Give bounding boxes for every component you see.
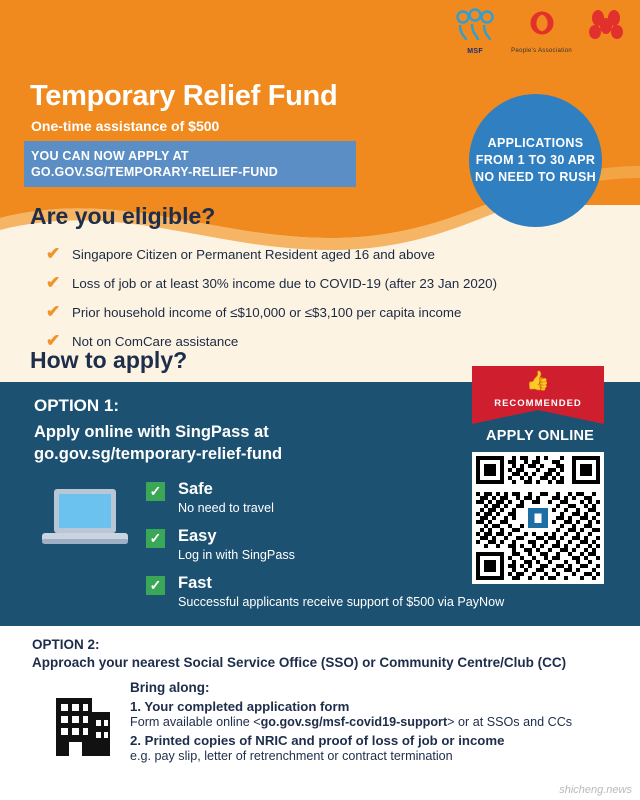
option2-sub: Approach your nearest Social Service Office (SSO) or Community Centre/Club (CC) [32,655,567,670]
msf-logo-label: MSF [467,48,483,55]
logo-group [453,8,626,55]
page-title: Temporary Relief Fund [30,80,338,112]
list-item [46,273,617,292]
list-item [146,480,546,516]
ribbon-label: RECOMMENDED [494,398,582,409]
feature-title: Easy [178,527,217,545]
apply-strip-line2: GO.GOV.SG/TEMPORARY-RELIEF-FUND [31,165,278,179]
third-logo [586,8,626,47]
msf-logo [453,8,497,55]
feature-sub: No need to travel [178,501,274,515]
check-icon: ✓ [146,482,165,501]
pa-logo-label: People's Association [511,48,572,54]
msf-logo-mark [453,8,497,42]
check-icon: ✔ [46,273,61,292]
bring-along-heading: Bring along: [130,680,210,695]
bring-along-block [130,680,630,763]
pa-logo [511,8,572,54]
list-item [46,244,617,263]
how-to-apply-heading: How to apply? [30,347,188,373]
option1-label: OPTION 1: [34,396,120,415]
apply-strip-text [31,148,361,180]
page-subtitle: One-time assistance of $500 [31,118,220,134]
check-icon: ✔ [46,244,61,263]
building-illustration [42,690,114,763]
bring-item-1-sub [130,715,630,729]
building-icon [42,690,114,758]
bring-item-1-link[interactable]: go.gov.sg/msf-covid19-support [260,715,448,729]
feature-title: Safe [178,480,213,498]
feature-list [146,480,546,621]
eligibility-item-text: Prior household income of ≤$10,000 or ≤$3,100 per capita income [72,305,462,320]
laptop-illustration [42,487,128,558]
laptop-icon [42,487,128,553]
apply-strip-line1: YOU CAN NOW APPLY AT [31,149,189,163]
bring-item-1: 1. Your completed application form [130,699,350,714]
bring-item-1-prefix: Form available online < [130,715,261,729]
recommended-ribbon [472,366,604,410]
flower-logo-mark [586,8,626,42]
option2-label: OPTION 2: [32,637,100,652]
check-icon: ✔ [46,302,61,321]
option1-text [34,421,282,465]
option1-line1: Apply online with SingPass at [34,423,269,441]
feature-sub: Successful applicants receive support of $500 via PayNow [178,595,505,609]
eligibility-heading: Are you eligible? [30,203,216,229]
check-icon: ✓ [146,529,165,548]
check-icon: ✔ [46,331,61,350]
check-icon: ✓ [146,576,165,595]
bring-item-2: 2. Printed copies of NRIC and proof of loss of job or income [130,733,505,748]
list-item [146,527,546,563]
pa-logo-mark [523,8,561,42]
eligibility-item-text: Singapore Citizen or Permanent Resident aged 16 and above [72,247,435,262]
eligibility-item-text: Loss of job or at least 30% income due to COVID-19 (after 23 Jan 2020) [72,276,497,291]
thumbs-up-icon: 👍 [526,371,550,392]
applications-period-badge: APPLICATIONS FROM 1 TO 30 APR NO NEED TO RUSH [469,94,602,227]
bring-item-1-suffix: > or at SSOs and CCs [447,715,573,729]
eligibility-item-text: Not on ComCare assistance [72,334,239,349]
bring-item-2-sub: e.g. pay slip, letter of retrenchment or contract termination [130,749,453,763]
list-item [46,302,617,321]
option1-line2: go.gov.sg/temporary-relief-fund [34,445,283,463]
feature-sub: Log in with SingPass [178,548,295,562]
apply-online-caption: APPLY ONLINE [486,428,594,444]
feature-title: Fast [178,574,212,592]
watermark: shicheng.news [559,784,632,796]
list-item [146,574,546,610]
